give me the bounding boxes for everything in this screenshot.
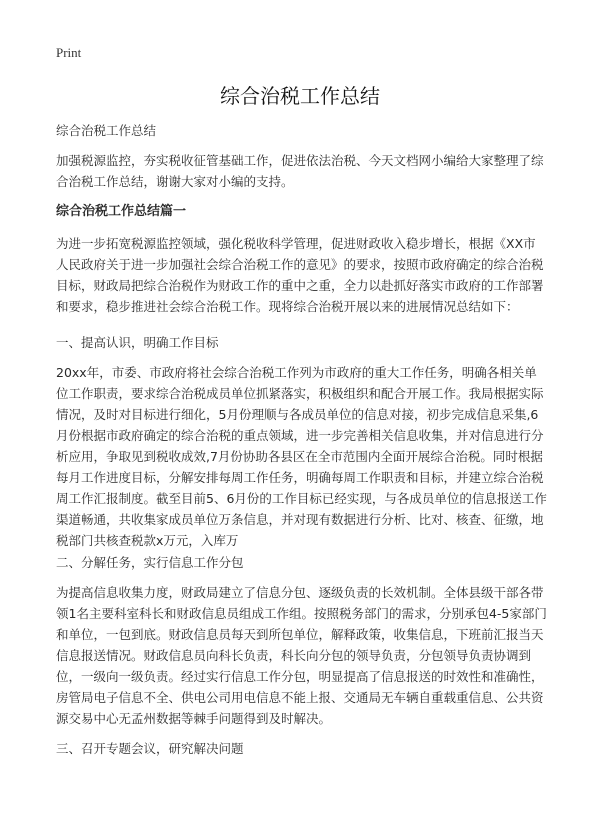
- section-3-text: 三、召开专题会议，研究解决问题: [56, 741, 244, 756]
- section-1-heading: [56, 332, 548, 353]
- article-heading: [56, 201, 548, 222]
- paragraph-3: [56, 582, 548, 729]
- paragraph-2-text: 20xx年，市委、市政府将社会综合治税工作列为市政府的重大工作任务，明确各相关单位工作职责，要求综合治税成员单位抓紧落实，积极组织和配合开展工作。我局根据实际情况，及时对目标进行细化，5月份理顺与各成员单位的信息对接，初步完成信息采集,6月份根据市政府确定的综合治税的重点领域，进一步完善相关信息收集，并对信息进行分析应用，争取见到税收成效,7月份协助各县区在全市范围内全面开展综合治税。同时根据每月工作进度目标，分解安排每周工作任务，明确每周工作职责和目标，并建立综合治税周工作汇报制度。截至目前5、6月份的工作目标已经实现，与各成员单位的信息报送工作渠道畅通，共收集家成员单位万条信息，并对现有数据进行分析、比对、核查、征缴，地税部门共核查税款x万元，入库万: [56, 365, 547, 548]
- print-link[interactable]: Print: [56, 45, 82, 60]
- subtitle-text: 综合治税工作总结: [56, 123, 157, 138]
- subtitle: [56, 120, 548, 141]
- section-3-heading: [56, 738, 548, 759]
- paragraph-2: [56, 362, 548, 551]
- intro-paragraph: [56, 150, 548, 192]
- paragraph-3-text: 为提高信息收集力度，财政局建立了信息分包、逐级负责的长效机制。全体县级干部各带领1名主要科室科长和财政信息员组成工作组。按照税务部门的需求，分别承包4-5家部门和单位，一包到底。财政信息员每天到所包单位，解释政策，收集信息，下班前汇报当天信息报送情况。财政信息员向科长负责，科长向分包的领导负责，分包领导负责协调到位，一级向一级负责。经过实行信息工作分包，明显提高了信息报送的时效性和准确性，房管局电子信息不全、供电公司用电信息不能上报、交通局无车辆自重载重信息、公共资源交易中心无孟州数据等棘手问题得到及时解决。: [56, 585, 547, 726]
- section-2-heading: [56, 552, 548, 573]
- section-1-text: 一、提高认识，明确工作目标: [56, 335, 219, 350]
- article-heading-text: 综合治税工作总结篇一: [56, 204, 187, 219]
- paragraph-1-text: 为进一步拓宽税源监控领域，强化税收科学管理，促进财政收入稳步增长，根据《XX市人民政府关于进一步加强社会综合治税工作的意见》的要求，按照市政府确定的综合治税目标，财政局把综合治税作为财政工作的重中之重，全力以赴抓好落实市政府的工作部署和要求，稳步推进社会综合治税工作。现将综合治税开展以来的进展情况总结如下：: [56, 236, 544, 314]
- paragraph-1: [56, 233, 548, 317]
- intro-text: 加强税源监控，夯实税收征管基础工作，促进依法治税、今天文档网小编给大家整理了综合治税工作总结，谢谢大家对小编的支持。: [56, 153, 544, 189]
- page-title: 综合治税工作总结: [220, 84, 380, 108]
- section-2-text: 二、分解任务，实行信息工作分包: [56, 555, 244, 570]
